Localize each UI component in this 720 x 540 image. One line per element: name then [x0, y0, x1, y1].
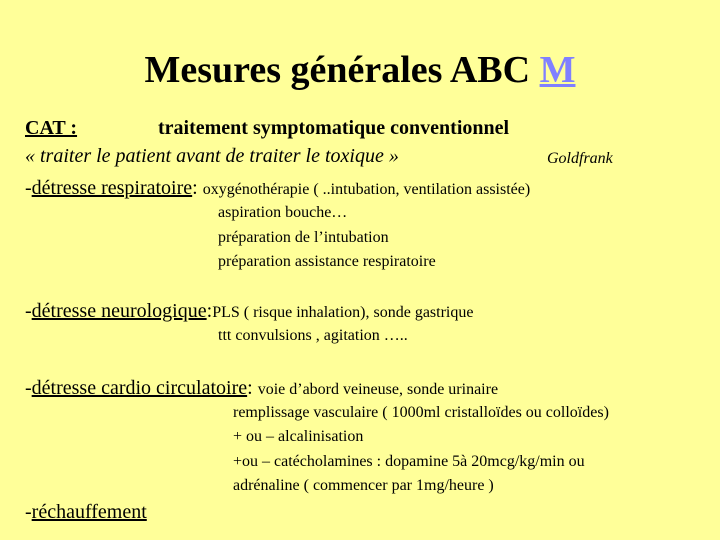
rechauffement-line — [25, 501, 147, 525]
respiratoire-item: préparation de l’intubation — [218, 229, 389, 246]
neurologique-dash: - — [25, 300, 32, 322]
cardio-dash: - — [25, 377, 32, 399]
rechauffement-heading: réchauffement — [31, 501, 147, 523]
neurologique-item: ttt convulsions , agitation ….. — [218, 327, 408, 344]
slide-title — [0, 46, 720, 94]
respiratoire-colon: : — [192, 177, 203, 199]
cardio-heading: détresse cardio circulatoire — [31, 377, 248, 399]
cardio-item: remplissage vasculaire ( 1000ml cristalloïdes ou colloïdes) — [233, 404, 609, 421]
respiratoire-item: aspiration bouche… — [218, 204, 348, 221]
cardio-line — [25, 377, 498, 401]
cat-label: CAT : — [25, 117, 78, 139]
neurologique-first: PLS ( risque inhalation), sonde gastrique — [212, 304, 474, 321]
neurologique-colon: : — [206, 300, 213, 322]
cardio-item: +ou – catécholamines : dopamine 5à 20mcg/kg/min ou — [233, 453, 585, 470]
rechauffement-dash: - — [25, 501, 32, 523]
cardio-item: + ou – alcalinisation — [233, 428, 364, 445]
quote-text: « traiter le patient avant de traiter le toxique » — [25, 145, 399, 167]
respiratoire-first: oxygénothérapie ( ..intubation, ventilation assistée) — [202, 181, 531, 198]
cat-text — [158, 117, 509, 139]
quote-author: Goldfrank — [547, 150, 613, 167]
cardio-item: adrénaline ( commencer par 1mg/heure ) — [233, 477, 494, 494]
respiratoire-dash: - — [25, 177, 32, 199]
neurologique-heading: détresse neurologique — [31, 300, 207, 322]
respiratoire-line — [25, 177, 530, 201]
cardio-colon: : — [247, 377, 258, 399]
respiratoire-heading: détresse respiratoire — [31, 177, 193, 199]
title-text: Mesures générales ABC — [144, 49, 531, 91]
respiratoire-item: préparation assistance respiratoire — [218, 253, 436, 270]
title-link[interactable]: M — [539, 49, 576, 91]
cardio-first: voie d’abord veineuse, sonde urinaire — [257, 381, 499, 398]
neurologique-line — [25, 300, 473, 324]
cat-text-main: traitement symptomatique conventionnel — [158, 117, 510, 139]
